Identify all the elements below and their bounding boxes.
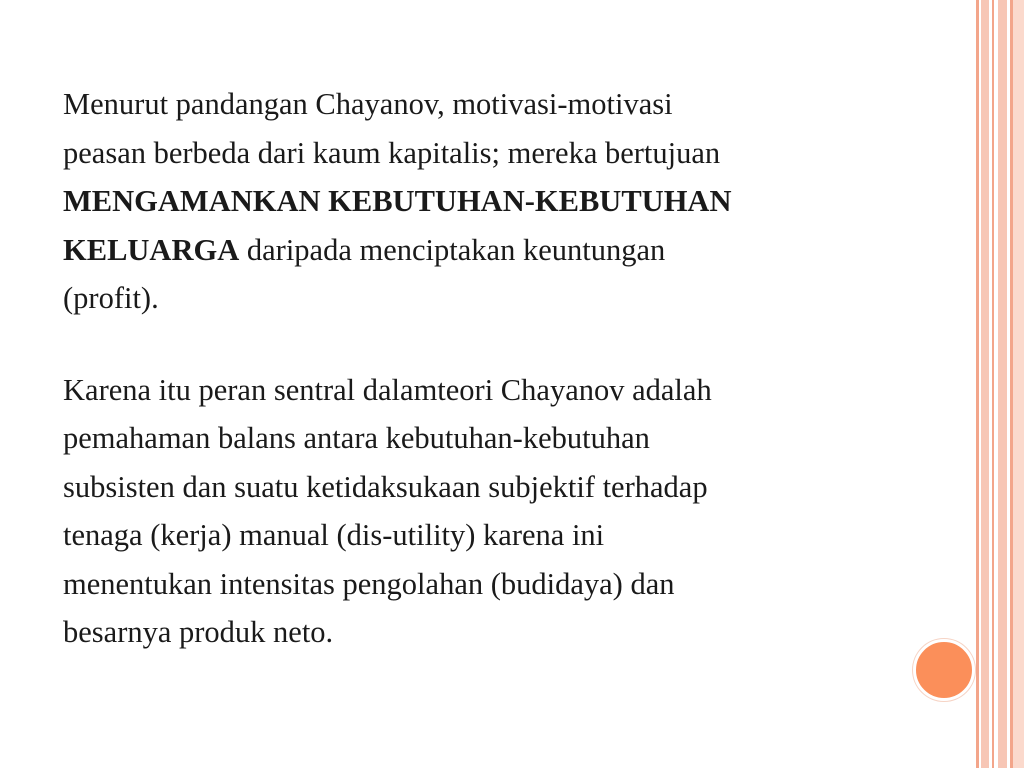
text-line: menentukan intensitas pengolahan (budidaya) dan [63, 566, 675, 601]
emphasis-text: MENGAMANKAN KEBUTUHAN-KEBUTUHAN [63, 184, 732, 218]
text-line: besarnya produk neto. [63, 615, 334, 649]
paragraph-chayanov-central-role [63, 366, 953, 657]
border-stripe [981, 0, 989, 768]
slide-body [63, 80, 953, 657]
decorative-stripe-border [976, 0, 1024, 768]
text-line: Menurut pandangan Chayanov, motivasi-motivasi [63, 87, 673, 121]
text-line: (profit). [63, 281, 159, 315]
text-line: peasan berbeda dari kaum kapitalis; mereka bertujuan [63, 135, 721, 170]
text-line: Karena itu peran sentral dalamteori Chayanov adalah [63, 372, 712, 407]
text-line: daripada menciptakan keuntungan [239, 232, 666, 267]
text-line: pemahaman balans antara kebutuhan-kebutuhan [63, 421, 650, 455]
border-stripe [1013, 0, 1024, 768]
emphasis-text: KELUARGA [63, 232, 240, 267]
border-stripe [998, 0, 1007, 768]
text-line: subsisten dan suatu ketidaksukaan subjektif terhadap [63, 469, 708, 504]
text-line: tenaga (kerja) manual (dis-utility) karena ini [63, 518, 605, 552]
paragraph-chayanov-motivation [63, 80, 953, 323]
